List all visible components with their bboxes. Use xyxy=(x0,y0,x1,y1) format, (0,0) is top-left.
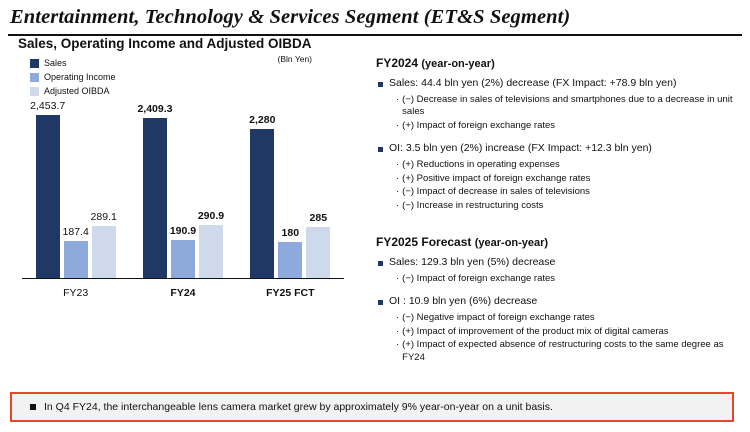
legend-swatch-operating-income xyxy=(30,73,39,82)
legend-label-adjusted-oibda: Adjusted OIBDA xyxy=(44,86,110,96)
bullet-square-icon xyxy=(30,404,36,410)
legend-item-adjusted-oibda xyxy=(30,85,364,97)
legend-label-operating-income: Operating Income xyxy=(44,72,116,82)
spacer xyxy=(376,286,742,295)
bar-value-sales-fy23: 2,453.7 xyxy=(30,100,66,112)
fy2024-heading xyxy=(376,56,742,72)
bullet-square-icon xyxy=(378,300,383,305)
fy2024-oi-sub-3-text: (−) Impact of decrease in sales of televisions xyxy=(402,186,590,198)
fy2025-bullet-sales xyxy=(376,256,742,270)
sub-bullet-icon: · xyxy=(396,93,400,105)
legend-swatch-sales xyxy=(30,59,39,68)
bar-sales-fy25 xyxy=(249,114,276,278)
legend-item-sales xyxy=(30,57,364,69)
sub-bullet-icon: · xyxy=(396,119,400,131)
fy2024-oi-sub-4 xyxy=(396,200,742,213)
sub-bullet-icon: · xyxy=(396,159,400,171)
bar-operating-income-fy25 xyxy=(278,227,302,278)
bar-group-fy25-fct xyxy=(244,103,336,278)
bar-value-operating-income-fy23: 187.4 xyxy=(62,226,89,238)
bar-sales-fy24 xyxy=(137,103,173,278)
bar-adjusted-oibda-fy25 xyxy=(306,212,330,278)
sub-bullet-icon: · xyxy=(396,272,400,284)
bar-value-adjusted-oibda-fy23: 289.1 xyxy=(90,211,117,223)
x-axis-labels xyxy=(22,287,344,299)
bar-group-fy24 xyxy=(137,103,229,278)
x-label-fy24: FY24 xyxy=(170,287,196,299)
fy2024-sales-sub-2-text: (+) Impact of foreign exchange rates xyxy=(402,119,556,131)
fy2024-sales-sub-1 xyxy=(396,94,742,119)
fy2024-oi-text: OI: 3.5 bln yen (2%) increase (FX Impact: +12.3 bln yen) xyxy=(389,142,652,155)
x-axis-line xyxy=(22,278,344,279)
fy2025-bullet-oi xyxy=(376,295,742,309)
sub-bullet-icon: · xyxy=(396,186,400,198)
bar-value-sales-fy24: 2,409.3 xyxy=(137,103,173,115)
chart-panel xyxy=(14,36,364,313)
x-label-fy23: FY23 xyxy=(63,287,89,299)
bar-adjusted-oibda-fy24 xyxy=(197,210,225,278)
bar-adjusted-oibda-fy23 xyxy=(90,211,117,278)
legend-swatch-adjusted-oibda xyxy=(30,87,39,96)
fy2024-bullet-sales xyxy=(376,77,742,91)
bullet-square-icon xyxy=(378,261,383,266)
fy2025-sales-sub-1-text: (−) Impact of foreign exchange rates xyxy=(402,272,556,284)
bar-value-adjusted-oibda-fy24: 290.9 xyxy=(197,210,225,222)
spacer xyxy=(376,133,742,142)
bar-operating-income-fy23 xyxy=(62,226,89,278)
fy2024-sales-sub-1-text: (−) Decrease in sales of televisions and smartphones due to a decrease in unit sales xyxy=(402,93,733,118)
fy2025-sales-sub-1 xyxy=(396,273,742,286)
bar-value-sales-fy25: 2,280 xyxy=(249,114,276,126)
fy2025-oi-sub-3-text: (+) Impact of expected absence of restructuring costs to the same degree as FY24 xyxy=(402,339,724,363)
fy2024-heading-main: FY2024 xyxy=(376,56,419,70)
chart-title: Sales, Operating Income and Adjusted OIBDA xyxy=(18,36,312,51)
fy2024-oi-sub-1-text: (+) Reductions in operating expenses xyxy=(402,159,560,171)
x-label-fy25-fct: FY25 FCT xyxy=(266,287,315,299)
chart-legend xyxy=(30,57,364,97)
sub-bullet-icon: · xyxy=(396,172,400,184)
fy2024-oi-sub-3 xyxy=(396,186,742,199)
sub-bullet-icon: · xyxy=(396,312,400,324)
fy2024-oi-sub-1 xyxy=(396,159,742,172)
fy2025-oi-sub-2-text: (+) Impact of improvement of the product mix of digital cameras xyxy=(402,325,669,337)
bullet-square-icon xyxy=(378,82,383,87)
bullet-square-icon xyxy=(378,147,383,152)
footer-callout-text: In Q4 FY24, the interchangeable lens camera market grew by approximately 9% year-on-year on a unit basis. xyxy=(44,401,553,413)
footer-callout xyxy=(10,392,734,422)
legend-label-sales: Sales xyxy=(44,58,67,68)
bar-groups xyxy=(22,100,344,278)
fy2025-oi-sub-1 xyxy=(396,312,742,325)
fy2025-heading-sub: (year-on-year) xyxy=(474,237,549,250)
fy2025-oi-sub-3 xyxy=(396,339,742,364)
bar-value-operating-income-fy24: 190.9 xyxy=(169,225,197,237)
fy2024-oi-sub-4-text: (−) Increase in restructuring costs xyxy=(402,199,544,211)
sub-bullet-icon: · xyxy=(396,325,400,337)
fy2025-oi-sub-1-text: (−) Negative impact of foreign exchange rates xyxy=(402,312,595,324)
bar-sales-fy23 xyxy=(30,100,66,278)
fy2025-heading-main: FY2025 Forecast xyxy=(376,235,472,250)
page-title-block xyxy=(0,0,750,31)
bar-group-fy23 xyxy=(30,100,122,278)
bar-value-adjusted-oibda-fy25: 285 xyxy=(309,212,328,224)
fy2025-heading xyxy=(376,235,742,251)
fy2025-oi-text: OI : 10.9 bln yen (6%) decrease xyxy=(389,295,538,308)
fy2025-oi-sub-2 xyxy=(396,326,742,339)
sub-bullet-icon: · xyxy=(396,339,400,351)
bar-value-operating-income-fy25: 180 xyxy=(281,227,300,239)
fy2024-sales-sub-2 xyxy=(396,120,742,133)
fy2024-oi-sub-2-text: (+) Positive impact of foreign exchange rates xyxy=(402,172,591,184)
chart-plot-area xyxy=(14,100,344,313)
sub-bullet-icon: · xyxy=(396,199,400,211)
fy2024-bullet-oi xyxy=(376,142,742,156)
legend-item-operating-income xyxy=(30,71,364,83)
fy2024-heading-sub: (year-on-year) xyxy=(421,58,495,70)
section-spacer xyxy=(376,213,742,235)
notes-panel xyxy=(376,56,742,365)
page-title: Entertainment, Technology & Services Segment (ET&S Segment) xyxy=(10,6,571,28)
fy2024-oi-sub-2 xyxy=(396,173,742,186)
fy2025-sales-text: Sales: 129.3 bln yen (5%) decrease xyxy=(389,256,556,269)
fy2024-sales-text: Sales: 44.4 bln yen (2%) decrease (FX Impact: +78.9 bln yen) xyxy=(389,76,677,89)
bar-operating-income-fy24 xyxy=(169,225,197,278)
chart-unit-label: (Bln Yen) xyxy=(277,54,312,64)
